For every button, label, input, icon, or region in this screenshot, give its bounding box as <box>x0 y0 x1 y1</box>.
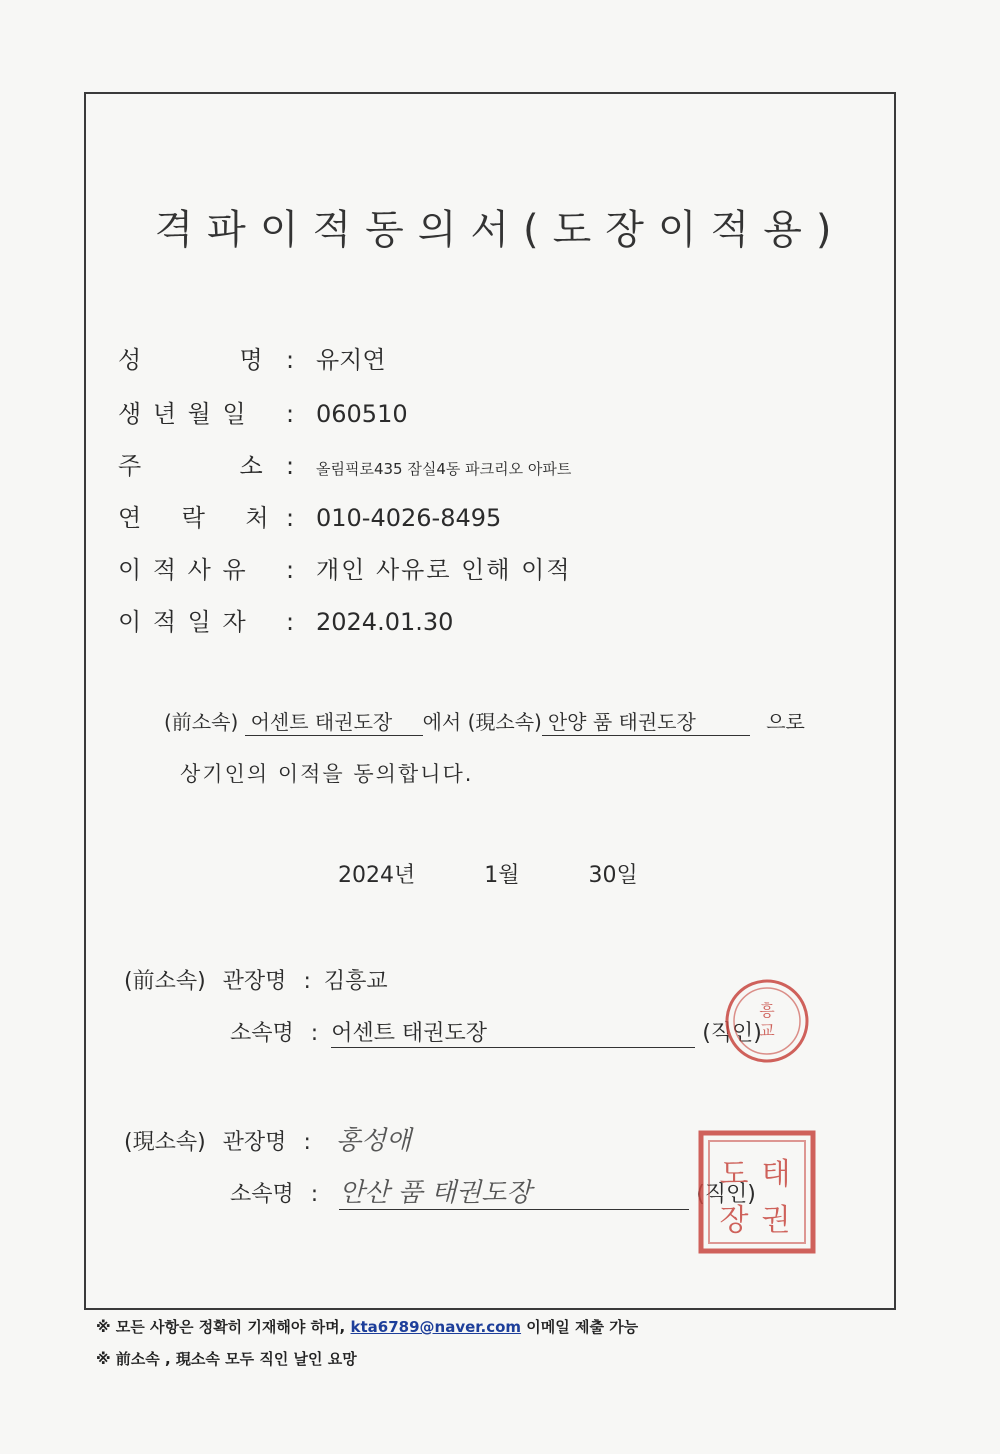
prev-section-tag: (前소속) <box>124 969 206 994</box>
field-birthdate: 생 년 월 일 : 060510 <box>118 394 408 429</box>
footer-note-text: ※ 모든 사항은 정확히 기재해야 하며, <box>96 1318 346 1336</box>
svg-text:태: 태 <box>761 1157 791 1192</box>
svg-text:교: 교 <box>759 1021 775 1040</box>
footer-note-1 <box>96 1316 638 1337</box>
field-label: 이 적 사 유 <box>118 556 248 584</box>
square-seal-icon <box>698 1130 816 1254</box>
field-value: 010-4026-8495 <box>316 504 502 532</box>
cur-head-label: 관장명 <box>222 1130 287 1155</box>
signing-date <box>338 858 638 889</box>
to-word: 으로 <box>766 710 805 734</box>
cur-section-tag: (現소속) <box>124 1130 206 1155</box>
cur-head-row: (現소속) 관장명 : 홍성애 <box>124 1126 412 1156</box>
prev-head-name: 김흥교 <box>323 969 388 994</box>
prev-dojang-value: 어센트 태권도장 <box>331 1016 695 1048</box>
field-value: 개인 사유로 인해 이적 <box>316 556 572 584</box>
field-address: 주 소 : 올림픽로435 잠실4동 파크리오 아파트 <box>118 446 571 481</box>
prev-dojang-label: 소속명 <box>230 1021 294 1046</box>
prev-seal-label: (직인) <box>702 1021 762 1046</box>
consent-statement: 상기인의 이적을 동의합니다. <box>180 762 474 786</box>
prev-dojang-row: 소속명 : 어센트 태권도장 (직인) <box>230 1016 762 1048</box>
date-month: 1월 <box>484 863 520 888</box>
from-word: 에서 <box>422 710 462 734</box>
prev-dojang-name: 어센트 태권도장 <box>245 706 423 736</box>
svg-text:흥: 흥 <box>759 1001 775 1020</box>
footer-note-2: ※ 前소속 , 現소속 모두 직인 날인 요망 <box>96 1350 357 1368</box>
field-value: 2024.01.30 <box>316 608 454 636</box>
submission-email-link[interactable]: kta6789@naver.com <box>350 1318 522 1336</box>
field-label: 주 소 <box>118 452 265 480</box>
field-label: 이 적 일 자 <box>118 608 248 636</box>
field-name: 성 명 : 유지연 <box>118 340 386 375</box>
field-transfer-date: 이 적 일 자 : 2024.01.30 <box>118 602 453 637</box>
svg-text:권: 권 <box>761 1203 791 1238</box>
field-value: 올림픽로435 잠실4동 파크리오 아파트 <box>316 460 572 478</box>
date-day: 30일 <box>588 863 638 888</box>
field-label: 성 명 <box>118 346 265 374</box>
footer-note-text: 이메일 제출 가능 <box>526 1318 639 1336</box>
cur-affiliation-tag: (現소속) <box>467 710 542 734</box>
svg-text:도: 도 <box>719 1157 749 1192</box>
prev-affiliation-tag: (前소속) <box>164 710 239 734</box>
prev-head-row: (前소속) 관장명 : 김흥교 <box>124 969 388 994</box>
cur-head-signature: 홍성애 <box>335 1126 412 1156</box>
cur-dojang-label: 소속명 <box>230 1182 294 1207</box>
cur-dojang-row: 소속명 : 안산 품 태권도장 (직인) <box>230 1172 756 1210</box>
cur-dojang-name: 안양 품 태권도장 <box>542 706 750 736</box>
field-contact: 연 락 처 : 010-4026-8495 <box>118 498 501 533</box>
field-value: 유지연 <box>316 346 386 374</box>
field-reason: 이 적 사 유 : 개인 사유로 인해 이적 <box>118 550 572 585</box>
svg-text:장: 장 <box>719 1203 749 1238</box>
cur-dojang-handwritten: 안산 품 태권도장 <box>339 1172 689 1210</box>
transfer-sentence <box>164 706 805 736</box>
prev-head-label: 관장명 <box>222 969 287 994</box>
cur-seal-label: (직인) <box>696 1182 756 1207</box>
document-title: 격파이적동의서(도장이적용) <box>154 207 846 253</box>
field-value: 060510 <box>316 400 408 428</box>
field-label: 생 년 월 일 <box>118 400 248 428</box>
round-seal-icon <box>722 976 812 1066</box>
field-label: 연 락 처 <box>118 504 271 532</box>
date-year: 2024년 <box>338 863 416 888</box>
